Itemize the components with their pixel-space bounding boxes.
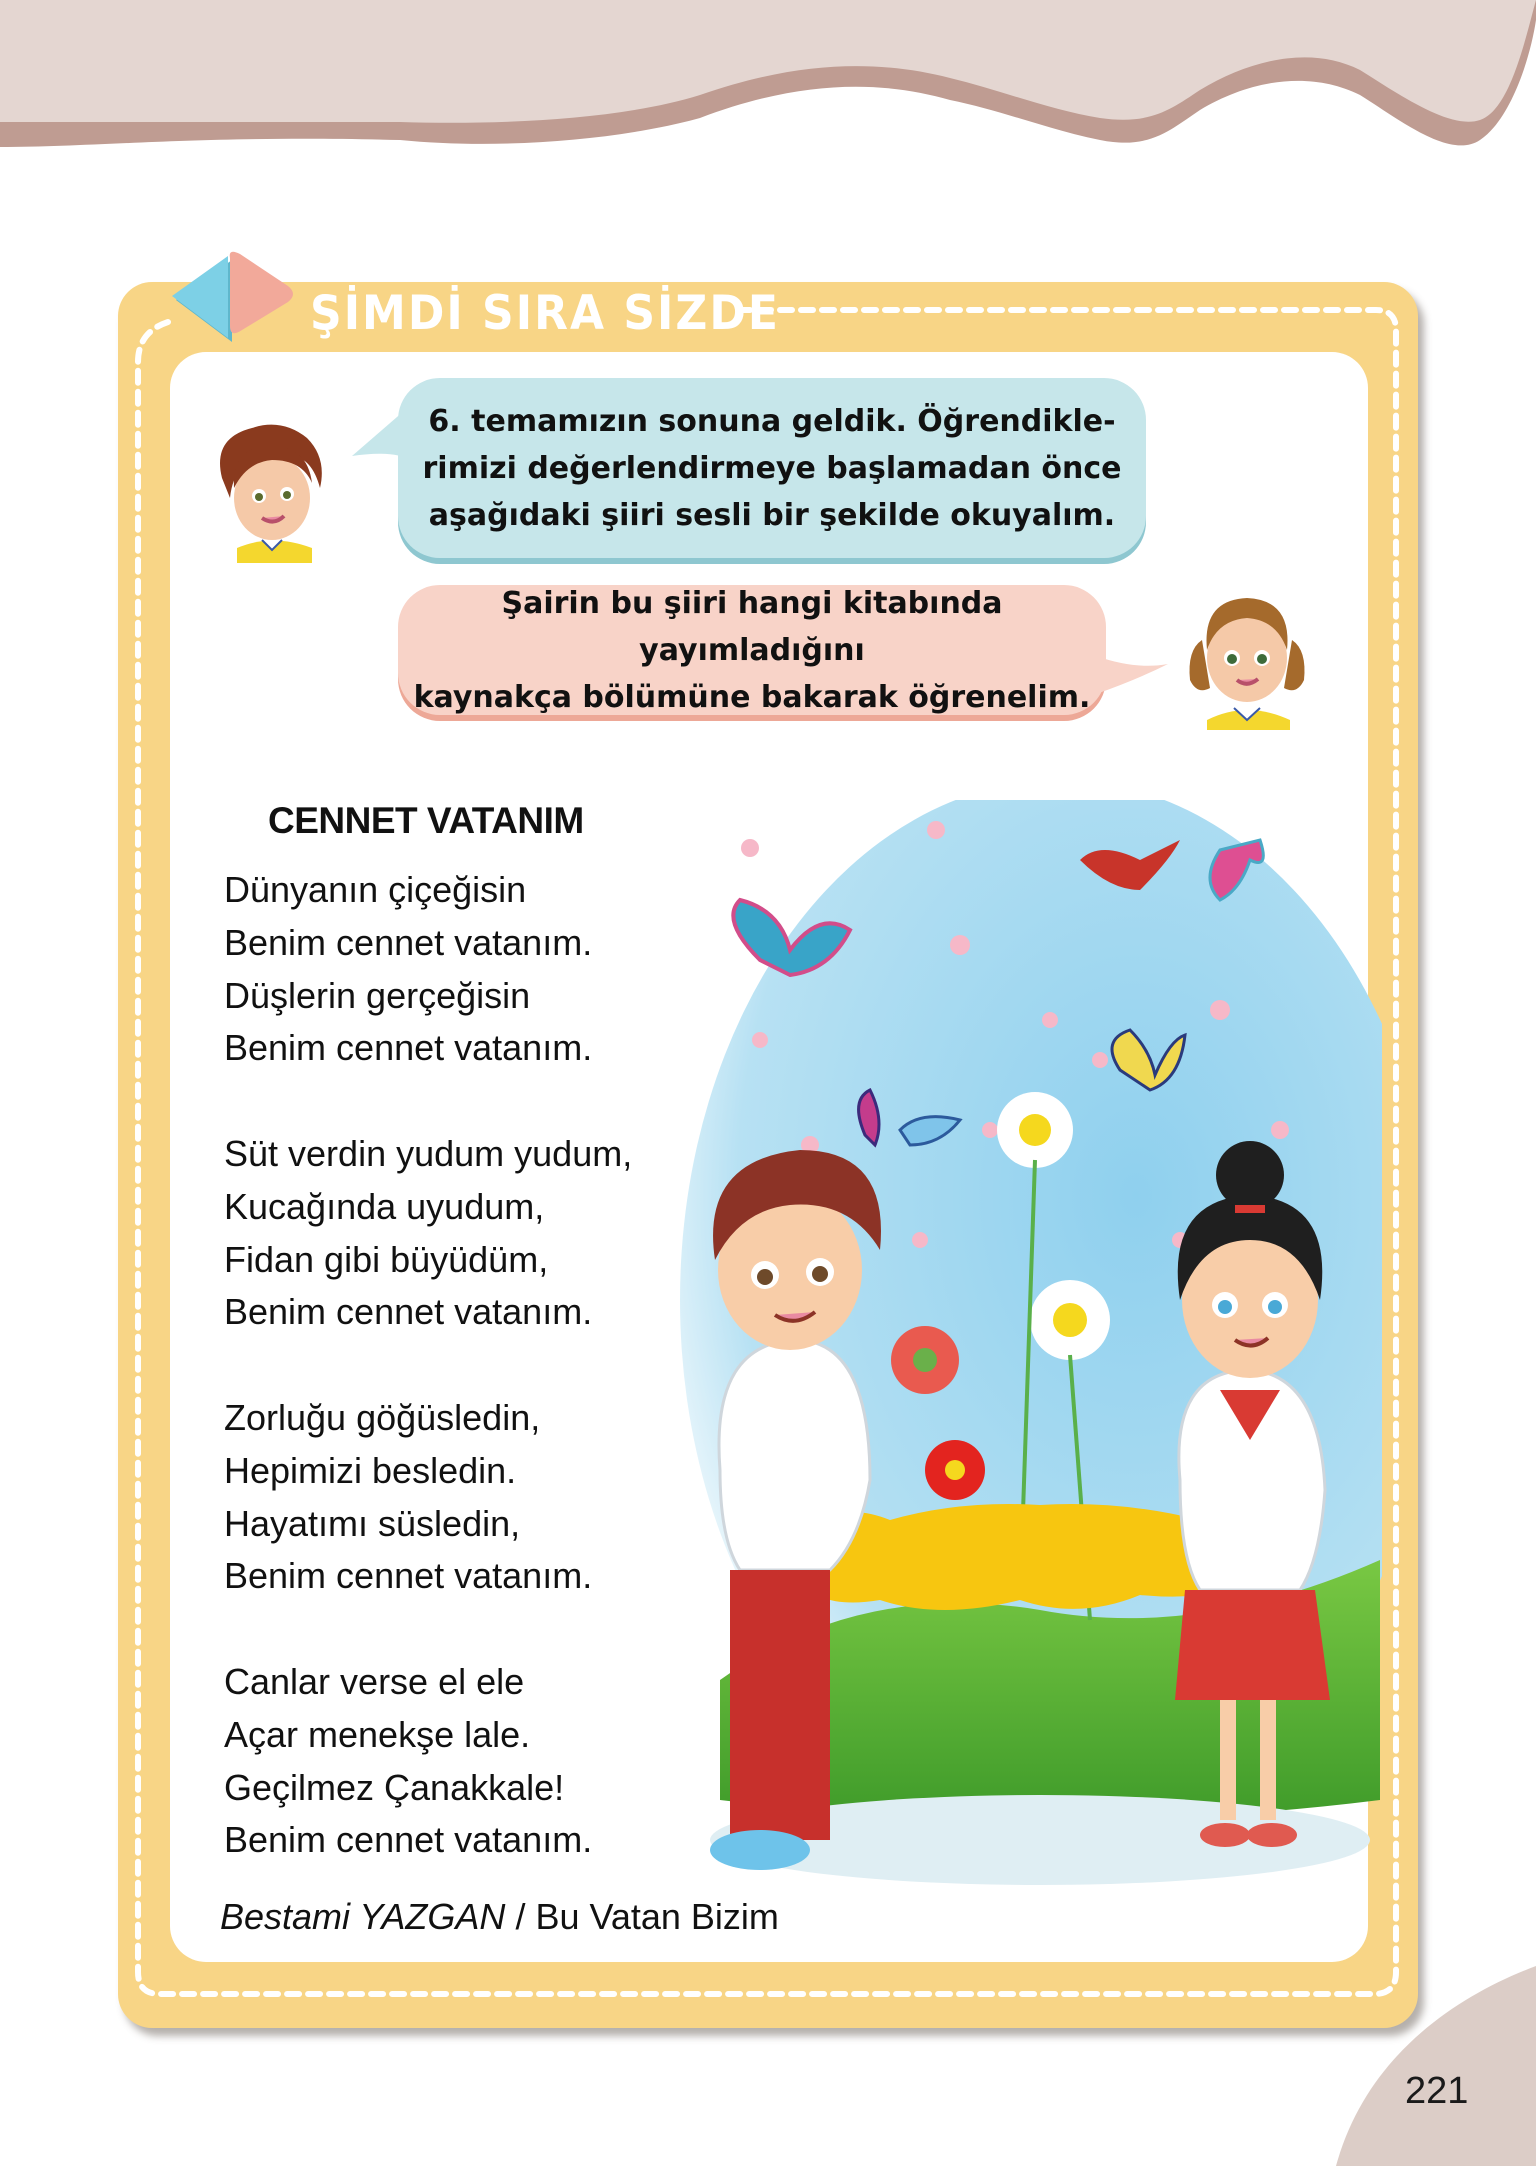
- poem-line: Dünyanın çiçeğisin: [224, 869, 527, 910]
- poem-line: Fidan gibi büyüdüm,: [224, 1238, 549, 1280]
- poem-stanza: [224, 1656, 744, 1867]
- bubble-line: kaynakça bölümüne bakarak öğrenelim.: [413, 679, 1091, 715]
- boy-avatar: [212, 418, 332, 563]
- poem-line: Hayatımı süsledin,: [224, 1502, 521, 1544]
- poem-line: Benim cennet vatanım.: [224, 1291, 593, 1333]
- poem-line: Açar menekşe lale.: [224, 1713, 531, 1755]
- bubble-line: Şairin bu şiiri hangi kitabında yayımladığını: [501, 585, 1003, 668]
- poem-line: Zorluğu göğüsledin,: [224, 1396, 541, 1438]
- poem-book: Bu Vatan Bizim: [535, 1896, 779, 1937]
- poem-line: Hepimizi besledin.: [224, 1449, 517, 1491]
- poem-line: Canlar verse el ele: [224, 1660, 525, 1702]
- illustration-children-map: [660, 800, 1382, 1910]
- speech-bubble-tail: [1096, 650, 1168, 700]
- page-number: 221: [1405, 2070, 1469, 2112]
- bubble-line: aşağıdaki şiiri sesli bir şekilde okuyalım.: [428, 497, 1116, 533]
- poem-author: Bestami YAZGAN: [220, 1896, 506, 1937]
- bubble-line: rimizi değerlendirmeye başlamadan önce: [422, 450, 1122, 486]
- speech-bubble-boy: [398, 378, 1146, 558]
- poem-stanza: [224, 1128, 744, 1339]
- poem-line: Düşlerin gerçeğisin: [224, 974, 531, 1016]
- speech-bubble-girl: [398, 585, 1106, 715]
- poem-line: Benim cennet vatanım.: [224, 921, 593, 963]
- top-wave-decoration: [0, 0, 1536, 160]
- poem-body: [224, 864, 744, 1867]
- poem-line: Benim cennet vatanım.: [224, 1555, 593, 1597]
- poem-line: Benim cennet vatanım.: [224, 1027, 593, 1069]
- play-icon: [170, 250, 300, 350]
- section-title: ŞİMDİ SIRA SİZDE: [310, 286, 780, 342]
- bubble-line: 6. temamızın sonuna geldik. Öğrendikle-: [428, 403, 1116, 439]
- girl-avatar: [1182, 580, 1312, 730]
- poem-line: Benim cennet vatanım.: [224, 1819, 593, 1861]
- poem-line: Kucağında uyudum,: [224, 1185, 545, 1227]
- attribution-separator: /: [505, 1896, 536, 1937]
- poem-title: CENNET VATANIM: [268, 800, 584, 841]
- poem-line: Süt verdin yudum yudum,: [224, 1132, 633, 1174]
- poem-stanza: [224, 1392, 744, 1603]
- poem-stanza: [224, 864, 744, 1075]
- poem-attribution: [220, 1896, 779, 1938]
- poem-line: Geçilmez Çanakkale!: [224, 1766, 565, 1808]
